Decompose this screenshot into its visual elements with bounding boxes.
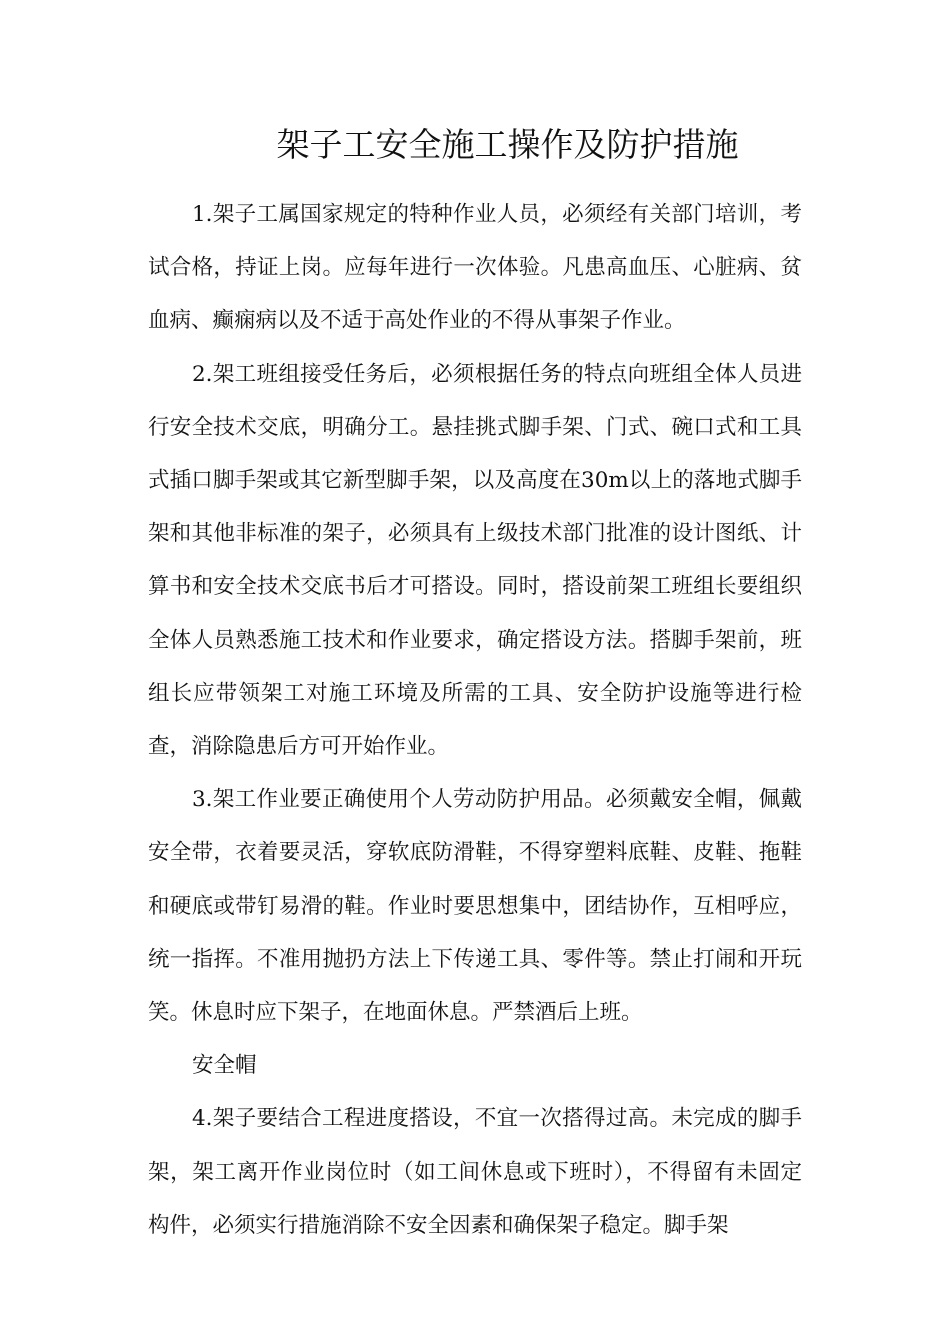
paragraph-1: 1.架子工属国家规定的特种作业人员，必须经有关部门培训，考试合格，持证上岗。应每年进行一次体验。凡患高血压、心脏病、贫血病、癫痫病以及不适于高处作业的不得从事架子作业。 — [148, 202, 802, 334]
document-body — [148, 188, 802, 1252]
document-title: 架子工安全施工操作及防护措施 — [276, 125, 739, 164]
paragraph-5: 4.架子要结合工程进度搭设，不宜一次搭得过高。未完成的脚手架，架工离开作业岗位时（如工间休息或下班时），不得留有未固定构件，必须实行措施消除不安全因素和确保架子稳定。脚手架 — [148, 1106, 802, 1238]
paragraph-4-caption: 安全帽 — [192, 1053, 257, 1079]
paragraph-3: 3.架工作业要正确使用个人劳动防护用品。必须戴安全帽，佩戴安全带，衣着要灵活，穿软底防滑鞋，不得穿塑料底鞋、皮鞋、拖鞋和硬底或带钉易滑的鞋。作业时要思想集中，团结协作，互相呼应，统一指挥。不准用抛扔方法上下传递工具、零件等。禁止打闹和开玩笑。休息时应下架子，在地面休息。严禁酒后上班。 — [148, 787, 802, 1026]
paragraph-2: 2.架工班组接受任务后，必须根据任务的特点向班组全体人员进行安全技术交底，明确分工。悬挂挑式脚手架、门式、碗口式和工具式插口脚手架或其它新型脚手架，以及高度在30m以上的落地式脚手架和其他非标准的架子，必须具有上级技术部门批准的设计图纸、计算书和安全技术交底书后才可搭设。同时，搭设前架工班组长要组织全体人员熟悉施工技术和作业要求，确定搭设方法。搭脚手架前，班组长应带领架工对施工环境及所需的工具、安全防护设施等进行检查，消除隐患后方可开始作业。 — [148, 361, 802, 760]
